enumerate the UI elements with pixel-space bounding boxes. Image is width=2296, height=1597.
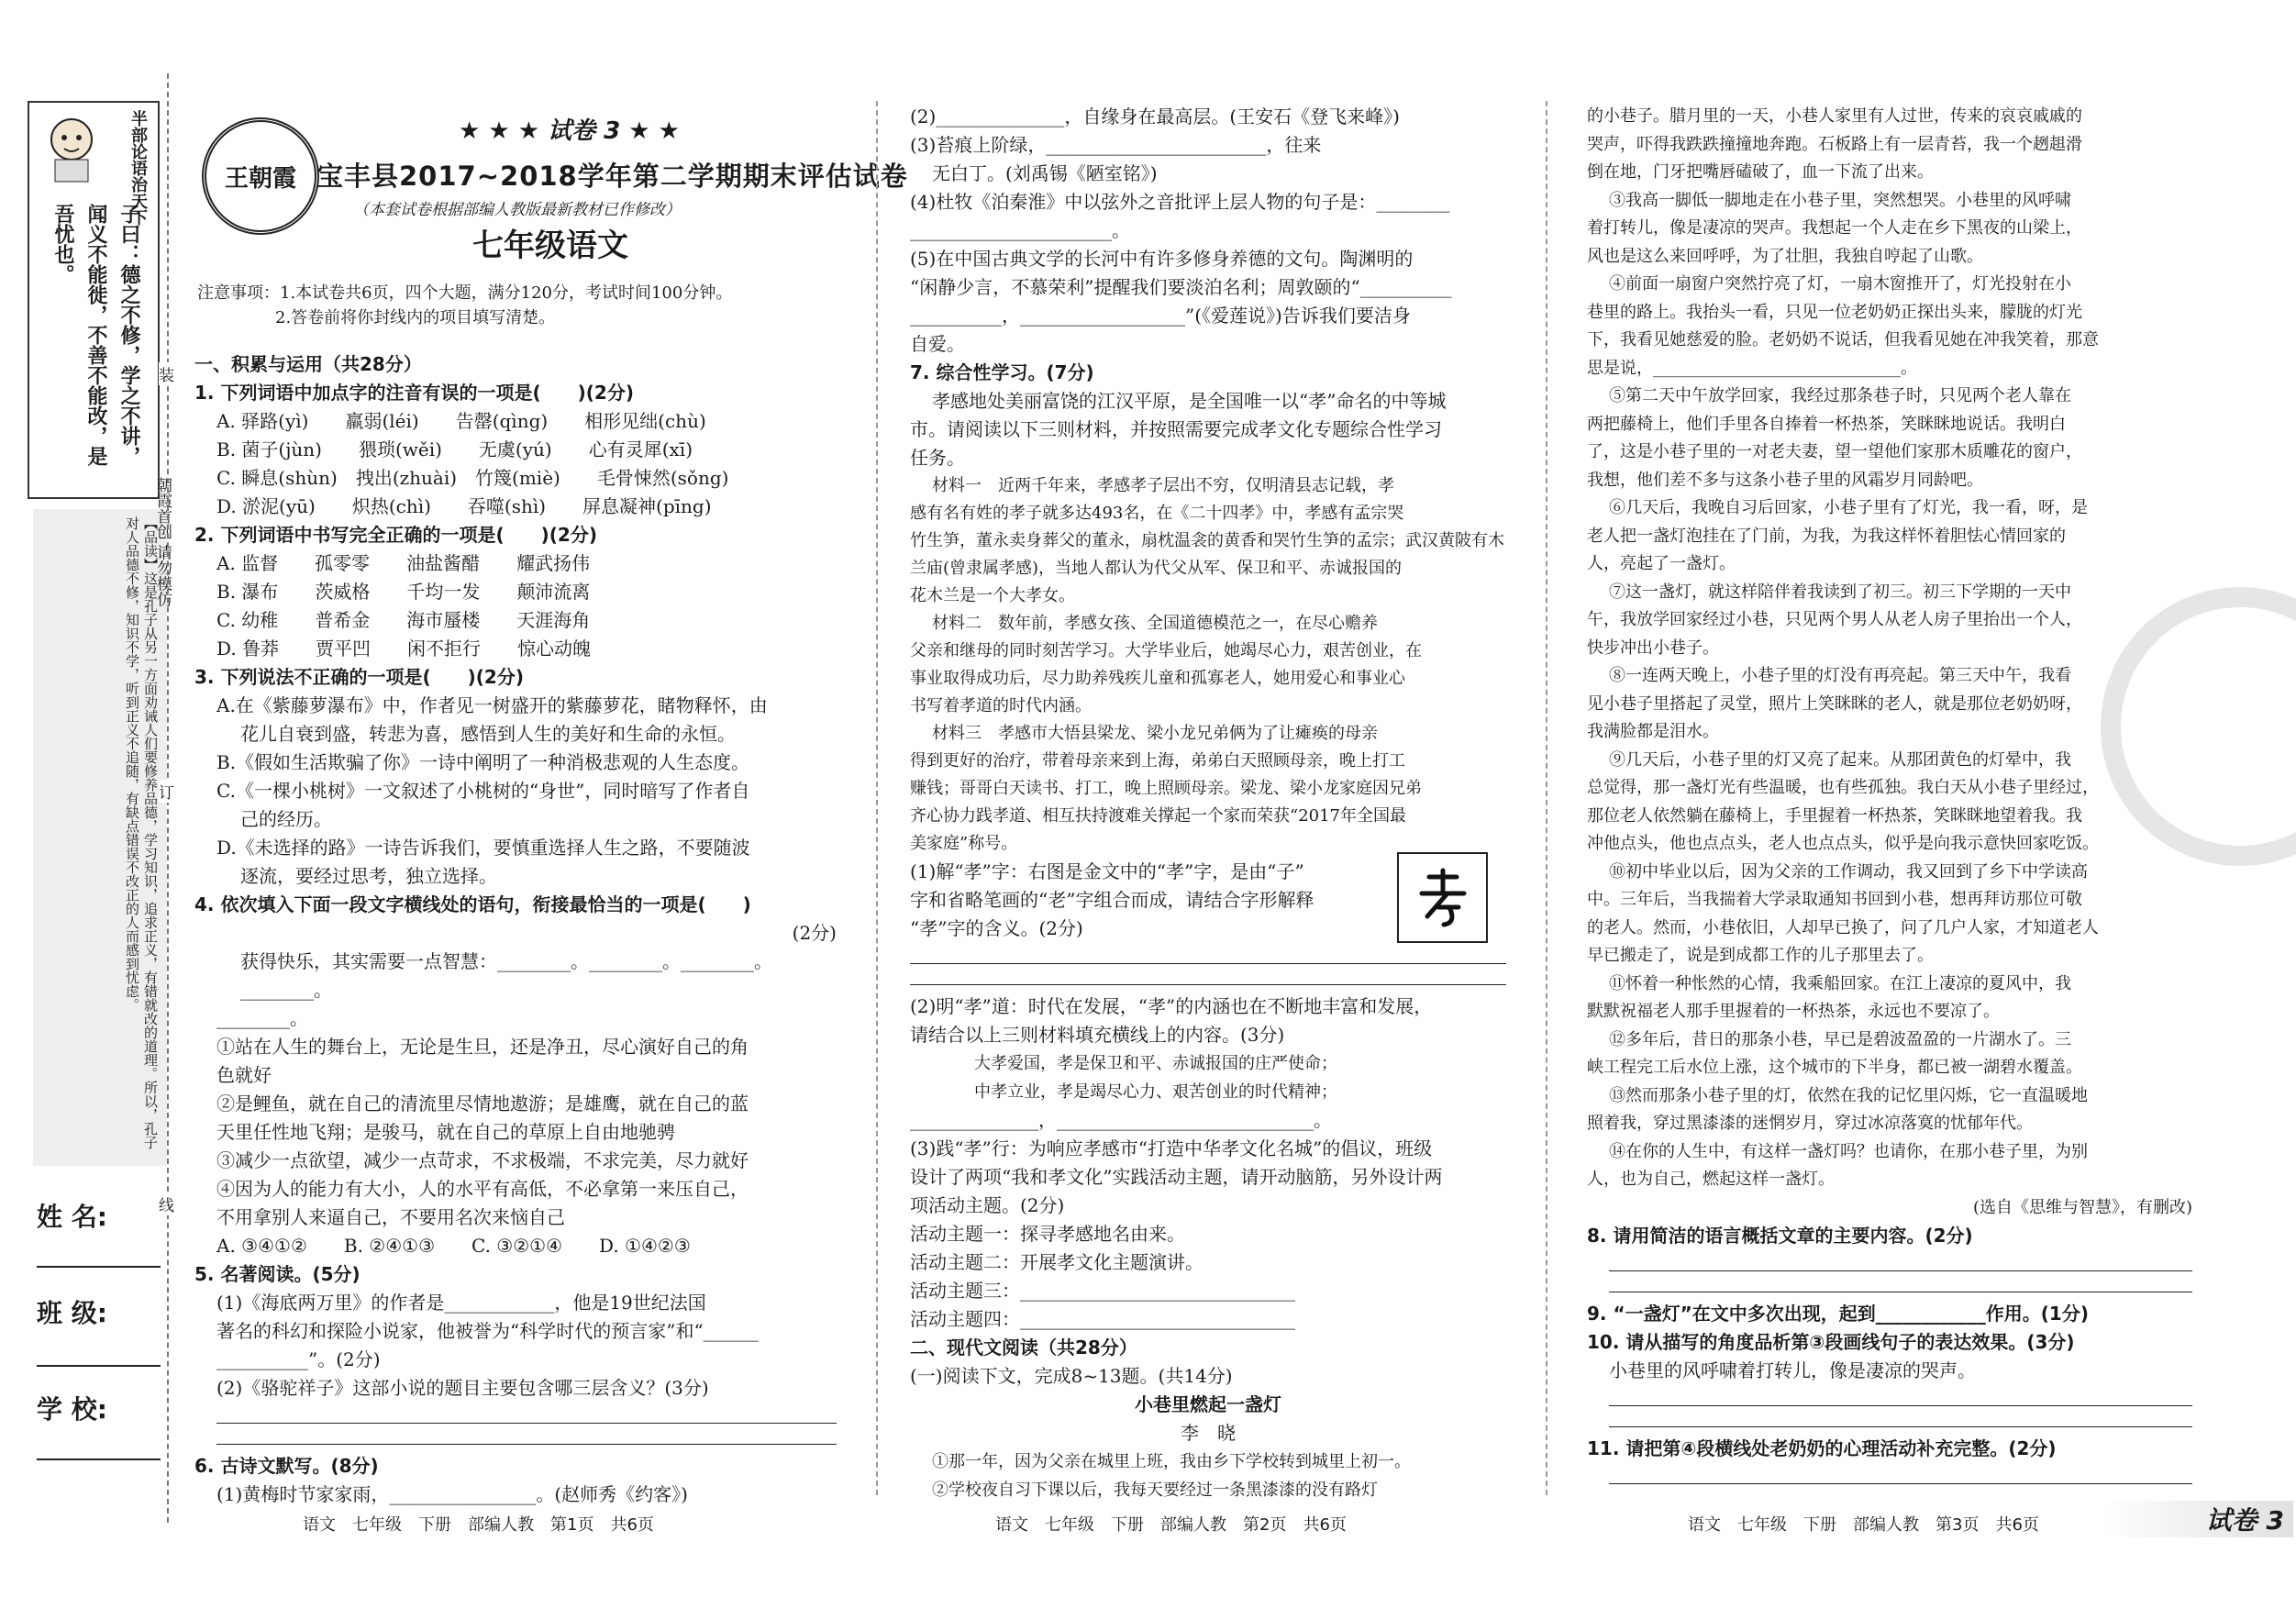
material-2-l3: 事业取得成功后，尽力助养残疾儿童和孤寡老人，她用爱心和事业心 <box>910 669 1405 688</box>
article-line: 哭声，吓得我跌跌撞撞地奔跑。石板路上有一层青苔，我一个趔趄滑 <box>1587 134 2082 154</box>
q1-stem: 1. 下列词语中加点字的注音有误的一项是( )(2分) <box>194 382 634 404</box>
q6-stem: 6. 古诗文默写。(8分) <box>194 1455 379 1477</box>
paper-tag-text: 试卷 3 <box>548 117 621 145</box>
q4-item-3: ③减少一点欲望，减少一点苛求，不求极端，不求完美，尽力就好 <box>216 1149 749 1171</box>
footer-page-2: 语文 七年级 下册 部编人教 第2页 共6页 <box>995 1515 1347 1535</box>
material-2-l2: 父亲和继母的同时刻苦学习。大学毕业后，她竭尽心力，艰苦创业，在 <box>910 641 1422 660</box>
q5-part1-end[interactable]: __________”。(2分) <box>216 1348 381 1370</box>
article-line: 倒在地，门牙把嘴唇磕破了，血一下流了出来。 <box>1587 162 1934 182</box>
column-2 <box>910 103 1506 1504</box>
article-line: 总觉得，那一盏灯光有些温暖，也有些孤独。我白天从小巷子里经过， <box>1587 778 2099 797</box>
activity-4[interactable]: 活动主题四：______________________________ <box>910 1308 1295 1330</box>
label-class: 班 级: <box>37 1298 107 1328</box>
q7-part1-block <box>910 858 1506 985</box>
q4-passage: 获得快乐，其实需要一点智慧：________。________。________。________。 <box>240 950 772 1001</box>
reading-note: 【品读】这是孔子从另一方面劝诫人们要修养品德，学习知识，追求正义，有错就改的道理。所以，孔子对人品德不修，知识不学，听到正义不追随，有缺点错误不改正的人而感到忧虑。 <box>33 509 167 1166</box>
q7-part1: (1)解“孝”字：右图是金文中的“孝”字，是由“子” <box>910 860 1304 882</box>
article-title: 小巷里燃起一盏灯 <box>1135 1393 1281 1415</box>
q5-part1[interactable]: (1)《海底两万里》的作者是____________，他是19世纪法国 <box>216 1292 706 1314</box>
q3-option-b[interactable]: B.《假如生活欺骗了你》一诗中阐明了一种消极悲观的人生态度。 <box>216 751 750 773</box>
answer-line[interactable] <box>1609 1258 2192 1271</box>
q1-option-c[interactable]: C. 瞬息(shùn) 拽出(zhuài) 竹篾(miè) 毛骨悚然(sǒng) <box>216 467 729 489</box>
article-line: 峡工程完工后水位上涨，这个城市的下半身，都已被一湖碧水覆盖。 <box>1587 1058 2082 1077</box>
article-author: 李 晓 <box>1181 1422 1236 1444</box>
q6-part4[interactable]: (4)杜牧《泊秦淮》中以弦外之音批评上层人物的句子是：________ <box>910 191 1450 213</box>
q3-option-c-cont: 己的经历。 <box>240 808 332 830</box>
q5-part2: (2)《骆驼祥子》这部小说的题目主要包含哪三层含义？(3分) <box>216 1377 709 1399</box>
brand-logo <box>202 117 319 235</box>
q7-part1-l3: “孝”字的含义。(2分) <box>910 917 1083 939</box>
section-1-title: 一、积累与运用（共28分） <box>194 353 422 375</box>
article-line: 了，这是小巷子里的一对老夫妻，望一望他们家那木质雕花的窗户， <box>1587 442 2082 461</box>
footer-page-1: 语文 七年级 下册 部编人教 第1页 共6页 <box>303 1515 654 1535</box>
paper-tag: ★ ★ ★ 试卷 3 ★ ★ <box>459 117 680 145</box>
q2-stem: 2. 下列词语中书写完全正确的一项是( )(2分) <box>194 524 597 546</box>
article-line: ⑫多年后，昔日的那条小巷，早已是碧波盈盈的一片湖水了。三 <box>1609 1029 2071 1049</box>
material-1: 材料一 近两千年来，孝感孝子层出不穷，仅明清县志记载，孝 <box>932 476 1394 495</box>
material-2-l4: 书写着孝道的时代内涵。 <box>910 696 1092 715</box>
notice-1: 注意事项：1.本试卷共6页，四个大题，满分120分，考试时间100分钟。 <box>197 283 733 303</box>
side-strip <box>28 101 160 499</box>
exam-subtitle: （本套试卷根据部编人教版最新教材已作修改） <box>353 201 681 219</box>
column-1 <box>194 350 837 1509</box>
q2-option-b[interactable]: B. 瀑布 茨威格 千均一发 颠沛流离 <box>216 581 591 603</box>
article-line: 午，我放学回家经过小巷，只见两个男人从老人房子里抬出一个人， <box>1587 610 2082 629</box>
article-line: 快步冲出小巷子。 <box>1587 638 1719 658</box>
corner-tag-text: 试卷 3 <box>2205 1505 2284 1536</box>
q2-option-c[interactable]: C. 幼稚 普希金 海市蜃楼 天涯海角 <box>216 609 591 631</box>
article-line: 早已搬走了，说是到成都工作的儿子那里去了。 <box>1587 946 1934 965</box>
exam-title: 宝丰县2017~2018学年第二学期期末评估试卷 <box>316 161 908 192</box>
article-line: ⑭在你的人生中，有这样一盏灯吗？也请你，在那小巷子里，为别 <box>1609 1141 2088 1161</box>
article-line: ⑬然而那条小巷子里的灯，依然在我的记忆里闪烁，它一直温暖地 <box>1609 1085 2088 1105</box>
q4-item-2-cont: 天里任性地飞翔；是骏马，就在自己的草原上自由地驰骋 <box>216 1121 675 1143</box>
article-line: 两把藤椅上，他们手里各自捧着一杯热茶，笑眯眯地说话。我明白 <box>1587 414 2066 434</box>
q7-part2-ex2: 中孝立业，孝是竭尽心力、艰苦创业的时代精神； <box>974 1082 1337 1102</box>
q7-intro-cont: 市。请阅读以下三则材料，并按照需要完成孝文化专题综合性学习 <box>910 418 1442 440</box>
xiao-glyph-image <box>1397 852 1488 943</box>
cartoon-avatar <box>39 112 105 185</box>
q1-option-a[interactable]: A. 驿路(yì) 羸弱(léi) 告罄(qìng) 相形见绌(chù) <box>216 410 706 432</box>
school-field[interactable] <box>37 1458 161 1460</box>
material-1-l3: 竹生笋，董永卖身葬父的董永，扇枕温衾的黄香和哭竹生笋的孟宗；武汉黄陂有木 <box>910 531 1504 550</box>
article-line: 见小巷子里搭起了灵堂，照片上笑眯眯的老人，就是那位老奶奶呀， <box>1587 693 2082 714</box>
q4-stem: 4. 依次填入下面一段文字横线处的语句，衔接最恰当的一项是( ) <box>194 893 751 915</box>
activity-3[interactable]: 活动主题三：______________________________ <box>910 1280 1295 1302</box>
q4-score: (2分) <box>792 922 837 944</box>
q4-item-1-cont: 色就好 <box>216 1064 272 1086</box>
page-divider <box>1546 101 1547 1495</box>
article-line: 我满脸都是泪水。 <box>1587 722 1719 741</box>
article-line: ⑦这一盏灯，就这样陪伴着我读到了初三。初三下学期的一天中 <box>1609 582 2071 602</box>
article-line: ⑤第二天中午放学回家，我经过那条巷子时，只见两个老人靠在 <box>1609 386 2071 405</box>
q7-part2: (2)明“孝”道：时代在发展，“孝”的内涵也在不断地丰富和发展， <box>910 995 1433 1017</box>
material-1-l4: 兰庙(曾隶属孝感)，当地人都认为代父从军、保卫和平、赤诚报国的 <box>910 559 1403 578</box>
article-line: 默默祝福老人那手里握着的一杯热茶，永远也不要凉了。 <box>1587 1002 2000 1021</box>
class-field[interactable] <box>37 1365 161 1367</box>
article-line: ⑪怀着一种怅然的心情，我乘船回家。在江上凄凉的夏风中，我 <box>1609 973 2071 993</box>
brand-logo-text: 王朝霞 <box>224 164 296 193</box>
footer-page-3: 语文 七年级 下册 部编人教 第3页 共6页 <box>1688 1515 2039 1535</box>
material-block <box>910 472 1506 858</box>
q7-part1-l2: 字和省略笔画的“老”字组合而成，请结合字形解释 <box>910 889 1314 911</box>
answer-line[interactable] <box>1609 1414 2192 1427</box>
q3-option-c[interactable]: C.《一棵小桃树》一文叙述了小桃树的“身世”，同时暗写了作者自 <box>216 780 750 802</box>
material-1-l2: 感有名有姓的孝子就多达493名，在《二十四孝》中，孝感有孟宗哭 <box>910 504 1404 523</box>
article-line: ⑧一连两天晚上，小巷子里的灯没有再亮起。第三天中午，我看 <box>1609 666 2071 685</box>
q9-stem[interactable]: 9. “一盏灯”在文中多次出现，起到____________作用。(1分) <box>1587 1303 2089 1325</box>
article-line: 我想，他们差不多与这条小巷子里的风霜岁月同龄吧。 <box>1587 470 1983 490</box>
name-field[interactable] <box>37 1266 161 1268</box>
article-line: 中。三年后，当我揣着大学录取通知书回到小巷，想再拜访那位可敬 <box>1587 890 2082 909</box>
corner-tag <box>2101 1501 2293 1537</box>
article-p1: ①那一年，因为父亲在城里上班，我由乡下学校转到城里上初一。 <box>932 1452 1411 1471</box>
answer-line[interactable] <box>1609 1470 2192 1484</box>
label-name: 姓 名: <box>37 1202 107 1232</box>
activity-1: 活动主题一：探寻孝感地名由来。 <box>910 1223 1185 1245</box>
q7-part2-answer[interactable]: ______________，____________________________。 <box>910 1109 1332 1131</box>
q6-part5-cont[interactable]: “闲静少言，不慕荣利”提醒我们要淡泊名利；周敦颐的“__________ <box>910 276 1452 298</box>
q11-stem: 11. 请把第④段横线处老奶奶的心理活动补充完整。(2分) <box>1587 1437 2057 1459</box>
q3-option-a[interactable]: A.在《紫藤萝瀑布》中，作者见一树盛开的紫藤萝花，睹物释怀，由 <box>216 694 768 716</box>
q4-item-4-cont: 不用拿别人来逼自己，不要用名次来恼自己 <box>216 1206 565 1228</box>
article-line: 那位老人依然躺在藤椅上，手里握着一杯热茶，笑眯眯地望着我。我 <box>1587 805 2082 826</box>
q6-part5-end: 自爱。 <box>910 333 965 355</box>
activity-2: 活动主题二：开展孝文化主题演讲。 <box>910 1251 1203 1273</box>
q6-part3[interactable]: (3)苔痕上阶绿，________________________，往来 <box>910 134 1322 156</box>
article-body <box>1587 103 2192 1222</box>
q6-part3-cont: 无白丁。(刘禹锡《陋室铭》) <box>932 162 1158 184</box>
binding-mark-3: 线 <box>159 1192 174 1215</box>
q4-passage-cont: ________。 <box>216 1007 308 1029</box>
q7-intro: 孝感地处美丽富饶的江汉平原，是全国唯一以“孝”命名的中等城 <box>932 390 1447 412</box>
answer-line[interactable] <box>1609 1392 2192 1406</box>
article-line: ④前面一扇窗户突然拧亮了灯，一扇木窗推开了，灯光投射在小 <box>1609 274 2071 294</box>
q7-part2-l2: 请结合以上三则材料填充横线上的内容。(3分) <box>910 1024 1285 1046</box>
q1-option-d[interactable]: D. 淤泥(yū) 炽热(chì) 吞噬(shì) 屏息凝神(pīng) <box>216 495 712 517</box>
material-2: 材料二 数年前，孝感女孩、全国道德模范之一，在尽心赡养 <box>932 614 1378 633</box>
q3-stem: 3. 下列说法不正确的一项是( )(2分) <box>194 666 524 688</box>
article-line: 的小巷子。腊月里的一天，小巷人家里有人过世，传来的哀哀戚戚的 <box>1587 106 2082 126</box>
material-3-l3: 赚钱；哥哥白天读书、打工，晚上照顾母亲。梁龙、梁小龙家庭因兄弟 <box>910 779 1422 798</box>
article-line: 的老人。然而，小巷依旧，人却早已换了，问了几户人家，才知道老人 <box>1587 917 2099 937</box>
side-vtext: 朝霞首创 请勿模仿 <box>153 477 172 607</box>
q4-item-2: ②是鲤鱼，就在自己的清流里尽情地遨游；是雄鹰，就在自己的蓝 <box>216 1092 749 1115</box>
q6-part5: (5)在中国古典文学的长河中有许多修身养德的文句。陶渊明的 <box>910 248 1414 270</box>
material-3: 材料三 孝感市大悟县梁龙、梁小龙兄弟俩为了让瘫痪的母亲 <box>932 724 1378 743</box>
q2-option-d[interactable]: D. 鲁莽 贾平凹 闲不拒行 惊心动魄 <box>216 638 592 660</box>
q7-part3-l2: 设计了两项“我和孝文化”实践活动主题，请开动脑筋，另外设计两 <box>910 1166 1443 1188</box>
page-divider <box>876 101 878 1495</box>
q10-quote: 小巷里的风呼啸着打转儿，像是凄凉的哭声。 <box>1609 1359 1976 1381</box>
q6-part5-cont2[interactable]: __________，__________________”(《爱莲说》)告诉我们要洁身 <box>910 305 1411 327</box>
article-line: 着打转儿，像是凄凉的哭声。我想起一个人走在乡下黑夜的山梁上， <box>1587 218 2082 238</box>
q3-option-d[interactable]: D.《未选择的路》一诗告诉我们，要慎重选择人生之路，不要随波 <box>216 837 750 859</box>
q6-part1[interactable]: (1)黄梅时节家家雨，________________。(赵师秀《约客》) <box>216 1483 688 1505</box>
q3-option-d-cont: 逐流，要经过思考，独立选择。 <box>240 865 497 887</box>
article-source: (选自《思维与智慧》，有删改) <box>1972 1197 2192 1217</box>
binding-mark-2: 订 <box>159 780 174 803</box>
article-line: 老人把一盏灯泡挂在了门前，为我，为我这样怀着胆怯心情回家的 <box>1587 526 2066 546</box>
q8-stem: 8. 请用简洁的语言概括文章的主要内容。(2分) <box>1587 1225 1973 1247</box>
article-line: ⑥几天后，我晚自习后回家，小巷子里有了灯光，我一看，呀，是 <box>1609 498 2088 517</box>
article-line: ③我高一脚低一脚地走在小巷子里，突然想哭。小巷里的风呼啸 <box>1609 190 2071 210</box>
answer-line[interactable] <box>216 1431 837 1445</box>
q10-stem: 10. 请从描写的角度品析第③段画线句子的表达效果。(3分) <box>1587 1331 2075 1353</box>
q6-part4-cont[interactable]: ______________________。 <box>910 219 1130 241</box>
q1-option-b[interactable]: B. 菌子(jùn) 猥琐(wěi) 无虞(yú) 心有灵犀(xī) <box>216 438 693 460</box>
section-2-title: 二、现代文阅读（共28分） <box>910 1336 1137 1359</box>
q7-part3: (3)践“孝”行：为响应孝感市“打造中华孝文化名城”的倡议，班级 <box>910 1137 1433 1159</box>
side-motto: 子曰：德之不修，学之不讲，闻义不能徙，不善不能改，是吾忧也。 <box>51 204 140 466</box>
article-line: 下，我看见她慈爱的脸。老奶奶不说话，但我看见她在冲我笑着，那意 <box>1587 330 2099 349</box>
article-line: 冲他点头，他也点点头，老人也点点头，似乎是向我示意快回家吃饭。 <box>1587 834 2099 853</box>
answer-line[interactable] <box>910 950 1506 964</box>
q7-intro-end: 任务。 <box>910 447 965 469</box>
answer-line[interactable] <box>216 1410 837 1424</box>
article-line: 人，亮起了一盏灯。 <box>1587 554 1736 573</box>
q3-option-a-cont: 花儿自衰到盛，转悲为喜，感悟到人生的美好和生命的永恒。 <box>240 723 736 745</box>
material-3-l4: 齐心协力践孝道、相互扶持渡难关撑起一个家而荣获“2017年全国最 <box>910 806 1407 826</box>
binding-mark-1: 装 <box>159 362 174 385</box>
article-line: 人，也为自己，燃起这样一盏灯。 <box>1587 1170 1835 1189</box>
article-p2: ②学校夜自习下课以后，我每天要经过一条黑漆漆的没有路灯 <box>932 1481 1378 1500</box>
q5-stem: 5. 名著阅读。(5分) <box>194 1263 360 1285</box>
answer-line[interactable] <box>910 971 1506 985</box>
answer-line[interactable] <box>1609 1279 2192 1292</box>
q4-item-4: ④因为人的能力有大小，人的水平有高低，不必拿第一来压自己， <box>216 1178 749 1200</box>
material-3-l5: 美家庭”称号。 <box>910 834 1018 853</box>
q7-part2-ex1: 大孝爱国，孝是保卫和平、赤诚报国的庄严使命； <box>974 1054 1337 1073</box>
q4-item-1: ①站在人生的舞台上，无论是生旦，还是净丑，尽心演好自己的角 <box>216 1036 749 1058</box>
q2-option-a[interactable]: A. 监督 孤零零 油盐酱醋 耀武扬伟 <box>216 552 591 574</box>
article-line: ⑨几天后，小巷子里的灯又亮了起来。从那团黄色的灯晕中，我 <box>1609 749 2071 770</box>
column-3 <box>1587 103 2192 1492</box>
q7-part3-l3: 项活动主题。(2分) <box>910 1194 1065 1216</box>
article-line: 风也是这么来回呼呼，为了壮胆，我独自哼起了山歌。 <box>1587 246 1983 266</box>
material-1-l5: 花木兰是一个大孝女。 <box>910 586 1075 605</box>
notice-2: 2.答卷前将你封线内的项目填写清楚。 <box>275 308 556 327</box>
q7-stem: 7. 综合性学习。(7分) <box>910 361 1094 383</box>
subject-title: 七年级语文 <box>472 227 628 264</box>
article-line: 巷里的路上。我抬头一看，只见一位老奶奶正探出头来，朦胧的灯光 <box>1587 302 2082 322</box>
reading-1-intro: (一)阅读下文，完成8~13题。(共14分) <box>910 1365 1233 1387</box>
q4-options[interactable]: A. ③④①② B. ②④①③ C. ③②①④ D. ①④②③ <box>216 1235 691 1257</box>
q6-part2[interactable]: (2)______________，自缘身在最高层。(王安石《登飞来峰》) <box>910 105 1400 128</box>
article-line: ⑩初中毕业以后，因为父亲的工作调动，我又回到了乡下中学读高 <box>1609 861 2088 882</box>
article-line[interactable]: 思是说，______________________________。 <box>1587 358 1917 378</box>
label-school: 学 校: <box>37 1394 107 1425</box>
side-header: 半部论语治天下 <box>128 110 148 226</box>
material-3-l2: 得到更好的治疗，带着母亲来到上海，弟弟白天照顾母亲，晚上打工 <box>910 751 1405 771</box>
q5-part1-cont[interactable]: 著名的科幻和探险小说家，他被誉为“科学时代的预言家”和“______ <box>216 1320 759 1342</box>
article-line: 照着我，穿过黑漆漆的迷惘岁月，穿过冰凉落寞的忧郁年代。 <box>1587 1114 2033 1133</box>
